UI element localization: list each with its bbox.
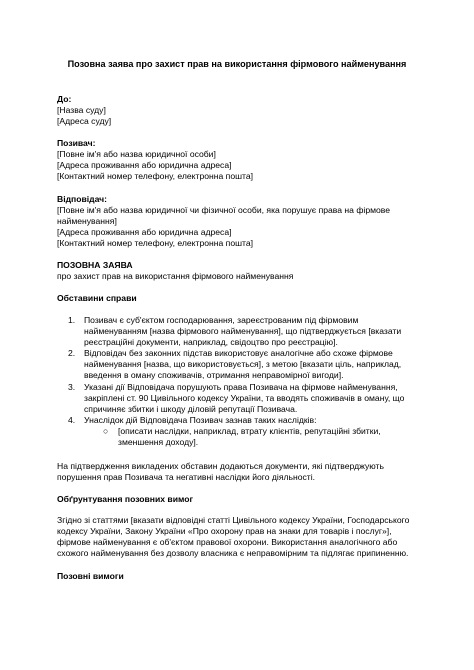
demands-heading: Позовні вимоги <box>57 571 124 581</box>
list-item-text: Унаслідок дій Відповідача Позивач зазнав таких наслідків: <box>84 414 317 425</box>
list-item <box>57 415 419 448</box>
facts-list <box>57 315 419 448</box>
defendant-heading: Відповідач: <box>57 194 108 204</box>
list-number: 4. <box>68 414 76 425</box>
plaintiff-heading: Позивач: <box>57 138 96 148</box>
document-title: Позовна заява про захист прав на використання фірмового найменування <box>67 59 407 69</box>
list-item <box>57 382 419 415</box>
sub-list-item <box>84 426 419 448</box>
claim-section <box>57 260 429 282</box>
list-item <box>57 348 419 381</box>
list-item <box>57 315 419 348</box>
to-heading: До: <box>57 94 72 104</box>
list-item-text: Указані дії Відповідача порушують права Позивача на фірмове найменування, закріплені ст. 90 Цивільного кодексу України, та вводять споживачів в оману, що спричиняє збитки і шкоду діловій репутації Позивача. <box>84 381 405 414</box>
to-section <box>57 94 429 127</box>
court-address: [Адреса суду] <box>57 116 112 127</box>
plaintiff-section <box>57 138 429 182</box>
grounds-heading: Обґрунтування позовних вимог <box>57 494 194 504</box>
list-number: 3. <box>68 381 76 392</box>
claim-subheading: про захист прав на використання фірмового найменування <box>57 271 294 282</box>
evidence-paragraph: На підтвердження викладених обставин додаються документи, які підтверджують порушення прав Позивача та негативні наслідки його діяльності. <box>57 461 384 483</box>
list-item-text: Позивач є суб'єктом господарювання, зареєстрованим під фірмовим найменуванням [назва фірмового найменування], що підтверджується [вказати реєстраційні документи, наприклад, свідоцтво про реєстрацію]. <box>84 315 402 348</box>
sub-list-item-text: [описати наслідки, наприклад, втрату клієнтів, репутаційні збитки, зменшення доходу]. <box>118 425 381 448</box>
defendant-address: [Адреса проживання або юридична адреса] <box>57 227 232 238</box>
list-item-text: Відповідач без законних підстав використовує аналогічне або схоже фірмове найменування [назва, що використовується], з метою [вказати ціль, наприклад, введення в оману споживачів, отримання неправомірної вигоди]. <box>84 348 402 381</box>
defendant-contacts: [Контактний номер телефону, електронна пошта] <box>57 238 254 249</box>
consequences-list <box>84 426 419 448</box>
grounds-paragraph: Згідно зі статтями [вказати відповідні статті Цивільного кодексу України, Господарського кодексу України, Закону України «Про охорону прав на знаки для товарів і послуг»], фірмове найменування є об'єктом правової охорони. Використання аналогічного або схожого найменування без дозволу власника є неправомірним та підлягає припиненню. <box>57 515 410 559</box>
claim-heading: ПОЗОВНА ЗАЯВА <box>57 260 133 270</box>
defendant-section <box>57 194 429 249</box>
court-name: [Назва суду] <box>57 105 106 116</box>
plaintiff-address: [Адреса проживання або юридична адреса] <box>57 160 232 171</box>
plaintiff-contacts: [Контактний номер телефону, електронна пошта] <box>57 171 254 182</box>
circle-bullet-icon: ○ <box>103 425 109 436</box>
facts-heading: Обставини справи <box>57 293 137 303</box>
list-number: 2. <box>68 348 76 359</box>
defendant-name: [Повне ім'я або назва юридичної чи фізичної особи, яка порушує права на фірмове найменування] <box>57 205 391 227</box>
list-number: 1. <box>68 315 76 325</box>
plaintiff-name: [Повне ім'я або назва юридичної особи] <box>57 149 216 160</box>
